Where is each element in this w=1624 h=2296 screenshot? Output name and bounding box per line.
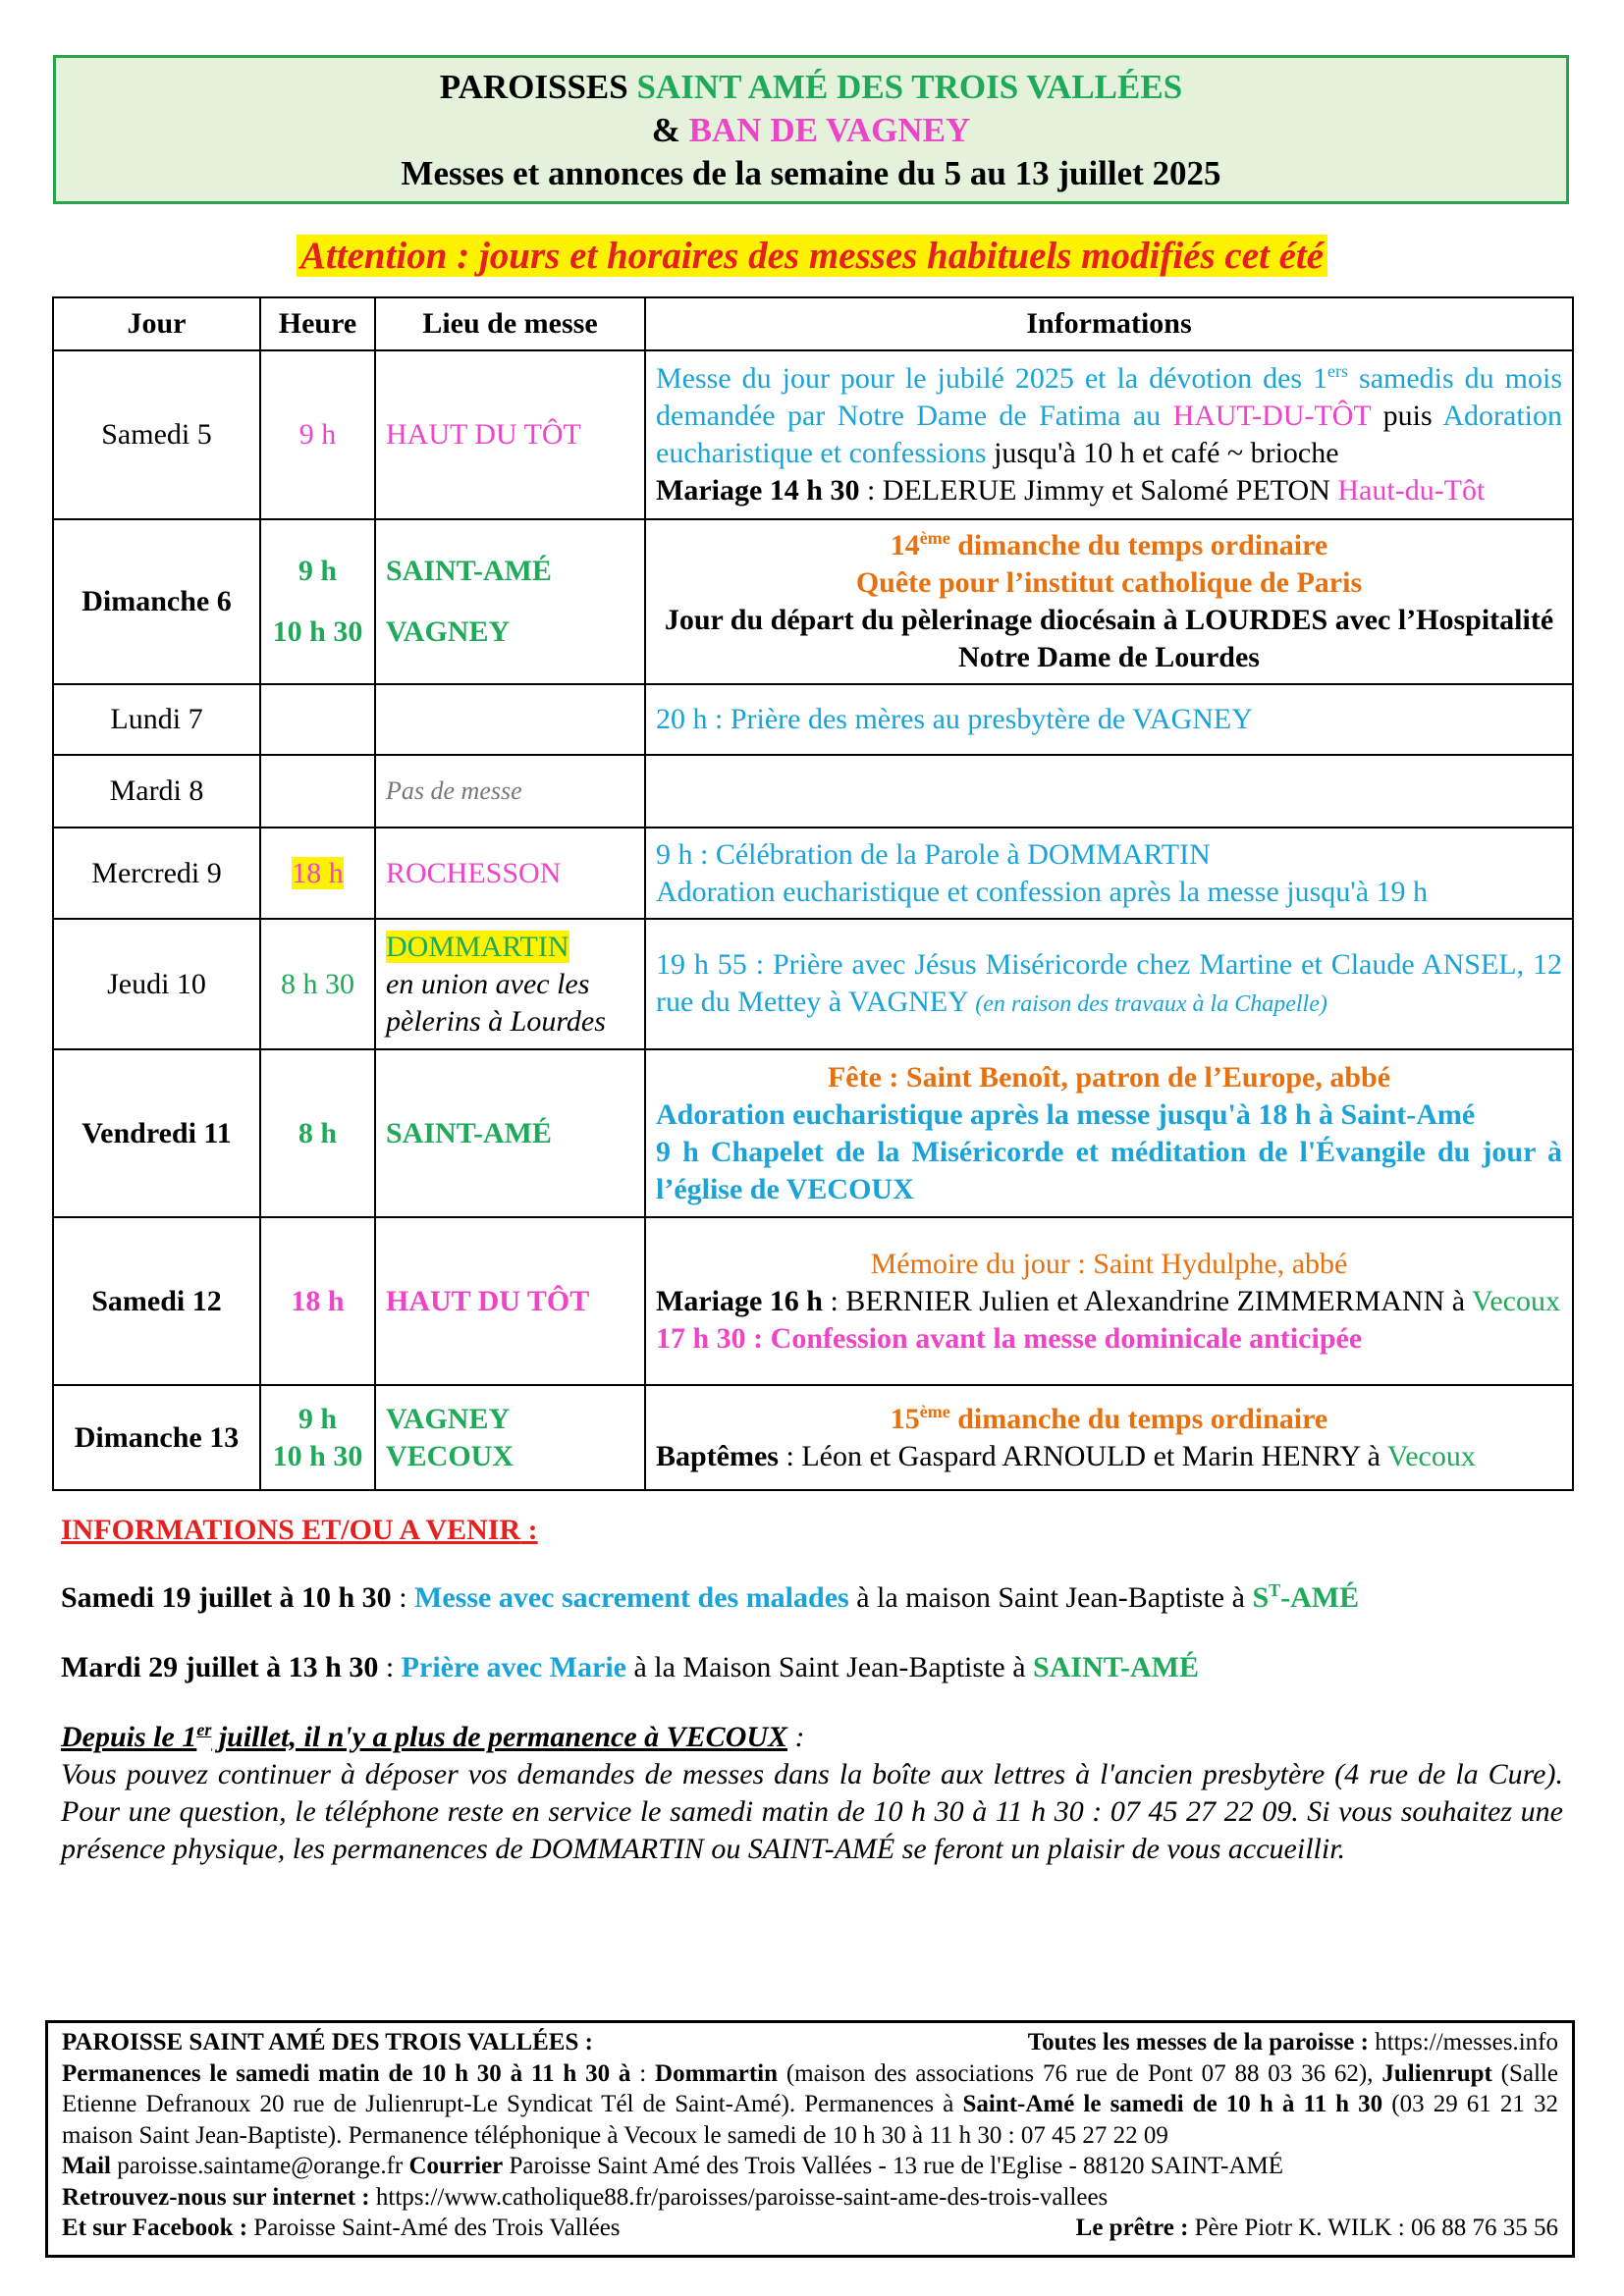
header-lieu: Lieu de messe [375,297,645,350]
info-cell: 20 h : Prière des mères au presbytère de VAGNEY [645,684,1573,755]
info-line-1: Samedi 19 juillet à 10 h 30 : Messe avec sacrement des malades à la maison Saint Jean-Baptiste à $S^T$-AMÉ [61,1580,1360,1614]
info-cell: 9 h : Célébration de la Parole à DOMMARTIN Adoration eucharistique et confession après la messe jusqu'à 19 h [645,828,1573,919]
table-row [53,1385,1573,1490]
attention-banner: Attention : jours et horaires des messes habituels modifiés cet été [0,234,1624,278]
hour-cell [260,684,375,755]
day-cell: Jeudi 10 [53,919,260,1049]
info-cell: Mémoire du jour : Saint Hydulphe, abbé Mariage 16 h : BERNIER Julien et Alexandrine ZIMMERMANN à Vecoux 17 h 30 : Confession avant la messe dominicale anticipée [645,1217,1573,1385]
header-informations: Informations [645,297,1573,350]
permanence-notice: Depuis le 1er juillet, il n'y a plus de permanence à VECOUX : Vous pouvez continuer à déposer vos demandes de messes dans la boîte aux lettres à l'ancien presbytère (4 rue de la Cure). Pour une question, le téléphone reste en service le samedi matin de 10 h 30 à 11 h 30 : 07 45 27 22 09. Si vous souhaitez une présence physique, les permanences de DOMMARTIN ou SAINT-AMÉ se feront un plaisir de vous accueillir. [61,1720,1563,1865]
info-line-2: Mardi 29 juillet à 13 h 30 : Prière avec Marie à la Maison Saint Jean-Baptiste à SAINT-AMÉ [61,1651,1199,1683]
table-row [53,519,1573,684]
header-heure: Heure [260,297,375,350]
infos-section [61,1512,1563,1868]
day-cell: Samedi 5 [53,350,260,519]
day-cell: Lundi 7 [53,684,260,755]
info-cell [645,755,1573,828]
day-cell: Samedi 12 [53,1217,260,1385]
place-cell: SAINT-AMÉ VAGNEY [375,519,645,684]
footer-website: Retrouvez-nous sur internet : https://www.catholique88.fr/paroisses/paroisse-saint-ame-des-trois-vallees [62,2183,1109,2211]
info-cell: 14ème dimanche du temps ordinaire Quête pour l’institut catholique de Paris Jour du départ du pèlerinage diocésain à LOURDES avec l’Hospitalité Notre Dame de Lourdes [645,519,1573,684]
hour-cell: 18 h [260,1217,375,1385]
table-header-row [53,297,1573,350]
table-row [53,1049,1573,1217]
header-line-1: PAROISSES SAINT AMÉ DES TROIS VALLÉES [439,68,1183,106]
footer-box [45,2020,1575,2258]
day-cell: Dimanche 6 [53,519,260,684]
day-cell: Dimanche 13 [53,1385,260,1490]
day-cell: Mardi 8 [53,755,260,828]
table-row [53,350,1573,519]
schedule-table [52,296,1574,1491]
header-line-3: Messes et annonces de la semaine du 5 au 13 juillet 2025 [401,154,1221,192]
place-cell: VAGNEY VECOUX [375,1385,645,1490]
table-row [53,919,1573,1049]
place-cell: SAINT-AMÉ [375,1049,645,1217]
info-cell: 19 h 55 : Prière avec Jésus Miséricorde chez Martine et Claude ANSEL, 12 rue du Mettey à VAGNEY (en raison des travaux à la Chapelle) [645,919,1573,1049]
hour-cell: 8 h 30 [260,919,375,1049]
header-box [53,55,1569,204]
hour-cell: 8 h [260,1049,375,1217]
footer-line-1: PAROISSE SAINT AMÉ DES TROIS VALLÉES : Toutes les messes de la paroisse : https://messes.info [62,2029,1558,2056]
hour-cell [260,755,375,828]
header-jour: Jour [53,297,260,350]
hour-cell: 9 h 10 h 30 [260,1385,375,1490]
info-cell: Messe du jour pour le jubilé 2025 et la dévotion des 1ers samedis du mois demandée par Notre Dame de Fatima au HAUT-DU-TÔT puis Adoration eucharistique et confessions jusqu'à 10 h et café ~ brioche Mariage 14 h 30 : DELERUE Jimmy et Salomé PETON Haut-du-Tôt [645,350,1573,519]
table-row [53,684,1573,755]
place-cell [375,684,645,755]
place-cell: HAUT DU TÔT [375,1217,645,1385]
footer-contact: Mail paroisse.saintame@orange.fr Courrier Paroisse Saint Amé des Trois Vallées - 13 rue de l'Eglise - 88120 SAINT-AMÉ [62,2153,1284,2179]
table-row [53,755,1573,828]
header-line-2: & BAN DE VAGNEY [651,111,971,149]
day-cell: Vendredi 11 [53,1049,260,1217]
info-cell: 15ème dimanche du temps ordinaire Baptêmes : Léon et Gaspard ARNOULD et Marin HENRY à Vecoux [645,1385,1573,1490]
footer-permanences: Permanences le samedi matin de 10 h 30 à 11 h 30 à : Dommartin (maison des associations 76 rue de Pont 07 88 03 36 62), Julienrupt (Salle Etienne Defranoux 20 rue de Julienrupt-Le Syndicat Tél de Saint-Amé). Permanences à Saint-Amé le samedi de 10 h à 11 h 30 (03 29 61 21 32 maison Saint Jean-Baptiste). Permanence téléphonique à Vecoux le samedi de 10 h 30 à 11 h 30 : 07 45 27 22 09 [62,2059,1559,2149]
place-cell: DOMMARTIN en union avec les pèlerins à Lourdes [375,919,645,1049]
table-row [53,828,1573,919]
place-cell: ROCHESSON [375,828,645,919]
info-cell: Fête : Saint Benoît, patron de l’Europe, abbé Adoration eucharistique après la messe jusqu'à 18 h à Saint-Amé 9 h Chapelet de la Miséricorde et méditation de l'Évangile du jour à l’église de VECOUX [645,1049,1573,1217]
infos-title: INFORMATIONS ET/OU A VENIR : [61,1514,538,1546]
hour-cell: 18 h [260,828,375,919]
hour-cell: 9 h [260,350,375,519]
place-cell: HAUT DU TÔT [375,350,645,519]
table-row [53,1217,1573,1385]
day-cell: Mercredi 9 [53,828,260,919]
footer-line-last: Et sur Facebook : Paroisse Saint-Amé des Trois Vallées Le prêtre : Père Piotr K. WILK : 06 88 76 35 56 [62,2215,1558,2241]
place-cell: Pas de messe [375,755,645,828]
hour-cell: 9 h 10 h 30 [260,519,375,684]
